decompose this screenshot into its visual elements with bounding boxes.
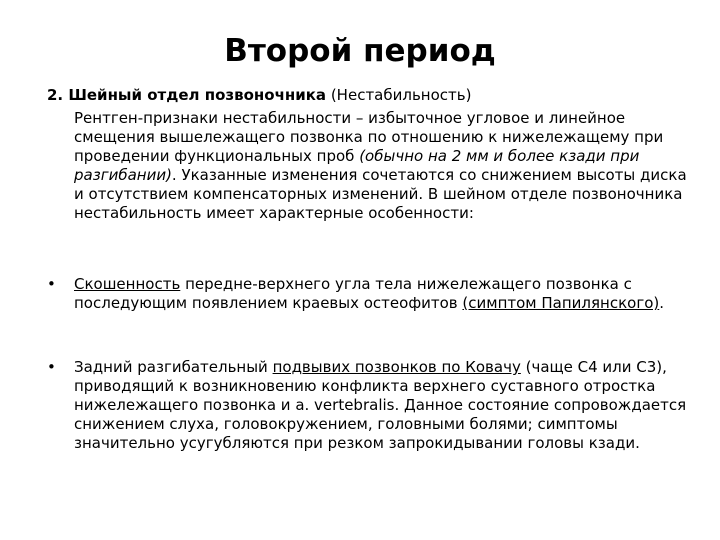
bullet-marker: • — [47, 275, 56, 293]
bullet-1-text: передне-верхнего угла тела нижележащего позвонка с последующим появлением краевых остеофитов — [74, 275, 632, 312]
section-heading-bold: 2. Шейный отдел позвоночника — [47, 86, 327, 104]
bullet-1-underlined-term: Скошенность — [74, 275, 181, 293]
paragraph-text-1: Рентген-признаки нестабильности – избыточное угловое и линейное смещения вышележащего позвонка по отношению к нижележащему при проведении функциональных проб — [74, 109, 664, 165]
paragraph-italic: (обычно на 2 мм и более кзади при разгибании) — [74, 147, 640, 184]
paragraph-text-2: . Указанные изменения сочетаются со снижением высоты диска и отсутствием компенсаторных изменений. В шейном отделе позвоночника нестабильность имеет характерные особенности: — [74, 166, 687, 222]
intro-paragraph — [74, 109, 699, 223]
bullet-marker: • — [47, 358, 56, 376]
bullet-text-1 — [74, 275, 699, 313]
section-heading — [47, 85, 687, 105]
bullet-text-2 — [74, 358, 699, 453]
section-heading-normal: (Нестабильность) — [326, 86, 472, 104]
bullet-1-end: . — [659, 294, 665, 312]
bullet-2-text-start: Задний разгибательный — [74, 358, 273, 376]
bullet-2-underlined-term: подвывих позвонков по Ковачу — [272, 358, 521, 376]
slide-title: Второй период — [224, 33, 496, 69]
bullet-2-text-rest: (чаще С4 или С3), приводящий к возникновению конфликта верхнего суставного отростка нижележащего позвонка и a. vertebralis. Данное состояние сопровождается снижением слуха, головокружением, головными болями; симптомы значительно усугубляются при резком запрокидывании головы кзади. — [74, 358, 687, 452]
bullet-1-underlined-symptom: (симптом Папилянского) — [462, 294, 660, 312]
